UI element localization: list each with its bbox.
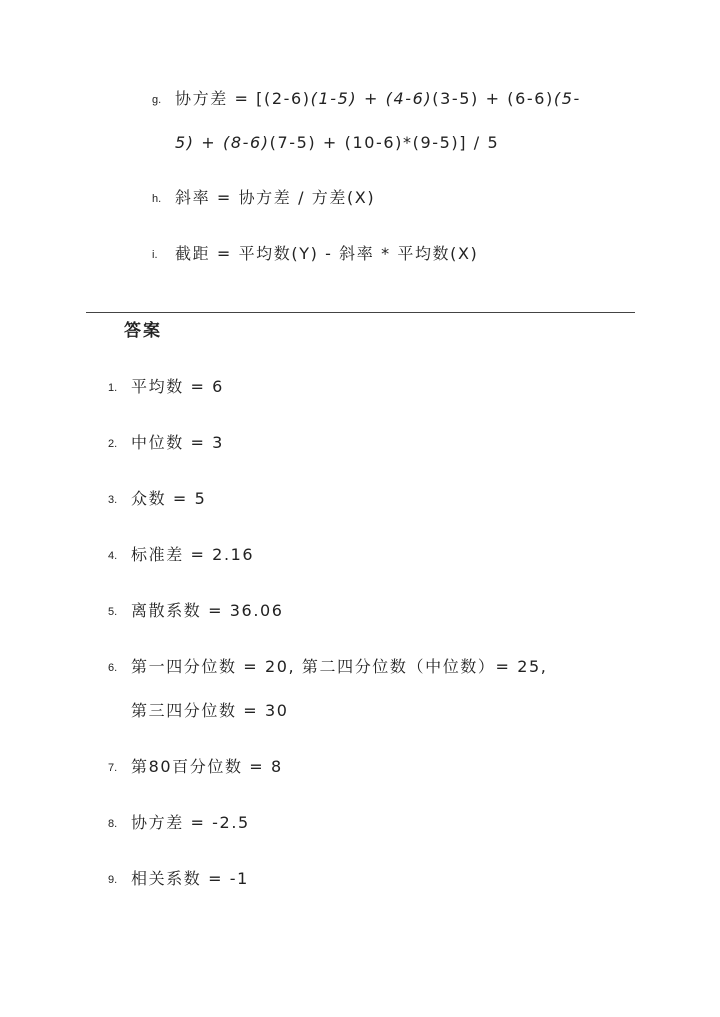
answer-text: 标准差 = 2.16 (131, 545, 255, 564)
answer-number: 3. (108, 494, 118, 506)
formula-g-seg: (3-5) + (6-6) (432, 89, 554, 108)
formula-i-text: 截距 = 平均数(Y) - 斜率 * 平均数(X) (175, 244, 479, 263)
formula-g-seg-italic: (1-5) + (4-6) (310, 89, 433, 108)
formula-g-line-1 (175, 89, 581, 109)
answer-text: 离散系数 = 36.06 (131, 601, 284, 620)
formula-h-marker: h. (152, 193, 162, 205)
answers-heading: 答案 (124, 321, 162, 341)
answer-number: 5. (108, 606, 118, 618)
formula-h-text: 斜率 = 协方差 / 方差(X) (175, 188, 376, 207)
answer-text: 相关系数 = -1 (131, 869, 249, 888)
formula-g-seg: (7-5) + (10-6)*(9-5)] / 5 (269, 133, 500, 152)
answer-text: 第80百分位数 = 8 (131, 757, 283, 776)
answer-text: 众数 = 5 (131, 489, 207, 508)
formula-g-seg: 协方差 = [(2-6) (175, 89, 311, 108)
answer-text: 协方差 = -2.5 (131, 813, 250, 832)
answer-text-continued: 第三四分位数 = 30 (131, 701, 289, 720)
answer-text: 平均数 = 6 (131, 377, 224, 396)
formula-i-marker: i. (152, 249, 158, 261)
answer-number: 7. (108, 762, 118, 774)
formula-g-seg-italic: (5- (553, 89, 581, 108)
answer-number: 4. (108, 550, 118, 562)
section-divider (86, 312, 635, 313)
answer-text: 中位数 = 3 (131, 433, 224, 452)
answer-number: 6. (108, 662, 118, 674)
formula-g-seg-italic: 5) + (8-6) (175, 133, 270, 152)
formula-g-marker: g. (152, 94, 162, 106)
answer-text: 第一四分位数 = 20, 第二四分位数（中位数）= 25, (131, 657, 548, 676)
answer-number: 9. (108, 874, 118, 886)
answer-number: 8. (108, 818, 118, 830)
answer-number: 2. (108, 438, 118, 450)
formula-g-line-2 (175, 133, 499, 153)
answer-number: 1. (108, 382, 118, 394)
